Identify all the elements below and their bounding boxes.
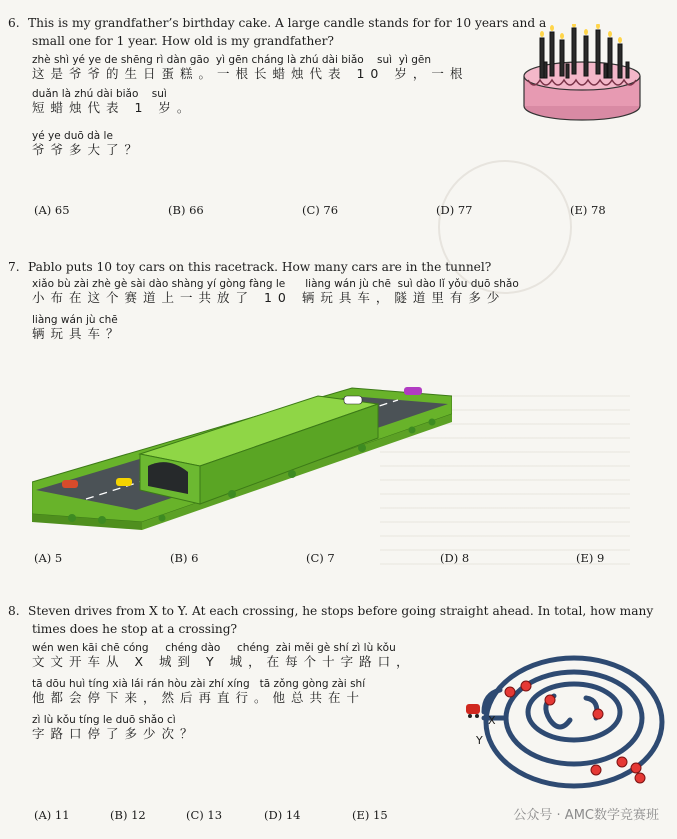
q8-option-a[interactable]: (A) 11 [34, 808, 70, 822]
q8-pinyin-2: tā dōu huì tíng xià lái rán hòu zài zhí xíng tā zǒng gòng zài shí [32, 678, 366, 690]
q7-text [8, 258, 519, 276]
q8-option-c[interactable]: (C) 13 [186, 808, 223, 822]
q7-option-b[interactable]: (B) 6 [170, 551, 199, 565]
q7-zh-2: 辆玩具车？ [32, 326, 125, 341]
q6-option-a[interactable]: (A) 65 [34, 203, 70, 217]
q7-option-c[interactable]: (C) 7 [306, 551, 335, 565]
q7-option-d[interactable]: (D) 8 [440, 551, 470, 565]
q8-text [8, 602, 653, 620]
q8-zh-3: 字路口停了多少次？ [32, 726, 199, 741]
q6-chinese [8, 54, 546, 158]
q8-en-line2: times does he stop at a crossing? [32, 622, 238, 636]
q6-zh-3: 爷爷多大了？ [32, 142, 144, 157]
q7-en-line1: Pablo puts 10 toy cars on this racetrack. How many cars are in the tunnel? [28, 260, 492, 274]
q7-option-a[interactable]: (A) 5 [34, 551, 63, 565]
q7-option-e[interactable]: (E) 9 [576, 551, 605, 565]
q6-number: 6. [8, 16, 20, 30]
q6-options [34, 203, 634, 219]
q8-en-line1: Steven drives from X to Y. At each crossing, he stops before going straight ahead. In total, how many [28, 604, 654, 618]
road-maze-illustration [462, 652, 667, 797]
q6-zh-1: 这是爷爷的生日蛋糕。一根长蜡烛代表 10 岁，一根 [32, 66, 469, 81]
q8-option-b[interactable]: (B) 12 [110, 808, 146, 822]
q6-option-e[interactable]: (E) 78 [570, 203, 606, 217]
point-x-label: X [488, 714, 496, 727]
q7-pinyin-2: liàng wán jù chē [32, 314, 118, 326]
q8-zh-1: 文文开车从 X 城到 Y 城，在每个十字路口， [32, 654, 415, 669]
q6-option-d[interactable]: (D) 77 [436, 203, 473, 217]
q6-en-line1: This is my grandfather’s birthday cake. A large candle stands for for 10 years and a [28, 16, 547, 30]
q7-chinese [8, 278, 519, 342]
watermark: 公众号 · AMC数学竞赛班 [513, 808, 659, 823]
q8-option-e[interactable]: (E) 15 [352, 808, 388, 822]
racetrack-illustration [32, 382, 452, 532]
q6-pinyin-1: zhè shì yé ye de shēng rì dàn gāo yì gēn cháng là zhú dài biǎo suì yì gēn [32, 54, 431, 66]
q8-pinyin-3: zì lù kǒu tíng le duō shǎo cì [32, 714, 176, 726]
q6-zh-2: 短蜡烛代表 1 岁。 [32, 100, 196, 115]
q7-pinyin-1: xiǎo bù zài zhè gè sài dào shàng yí gòng fàng le liàng wán jù chē suì dào lǐ yǒu duō shǎo [32, 278, 519, 290]
q6-pinyin-3: yé ye duō dà le [32, 130, 113, 142]
q8-options [34, 808, 454, 824]
q8-zh-2: 他都会停下来，然后再直行。他总共在十 [32, 690, 366, 705]
q6-pinyin-2: duǎn là zhú dài biǎo suì [32, 88, 167, 100]
q7-number: 7. [8, 260, 20, 274]
q8-option-d[interactable]: (D) 14 [264, 808, 301, 822]
q6-text [8, 14, 546, 32]
q6-en-line2: small one for 1 year. How old is my grandfather? [32, 34, 334, 48]
q7-zh-1: 小布在这个赛道上一共放了 10 辆玩具车，隧道里有多少 [32, 290, 506, 305]
q8-number: 8. [8, 604, 20, 618]
question-7 [8, 258, 519, 342]
q6-option-c[interactable]: (C) 76 [302, 203, 339, 217]
birthday-cake-illustration [520, 24, 650, 124]
q6-option-b[interactable]: (B) 66 [168, 203, 204, 217]
point-y-label: Y [476, 734, 483, 747]
q7-options [34, 551, 634, 567]
question-6 [8, 14, 546, 158]
q8-pinyin-1: wén wen kāi chē cóng chéng dào chéng zài měi gè shí zì lù kǒu [32, 642, 396, 654]
